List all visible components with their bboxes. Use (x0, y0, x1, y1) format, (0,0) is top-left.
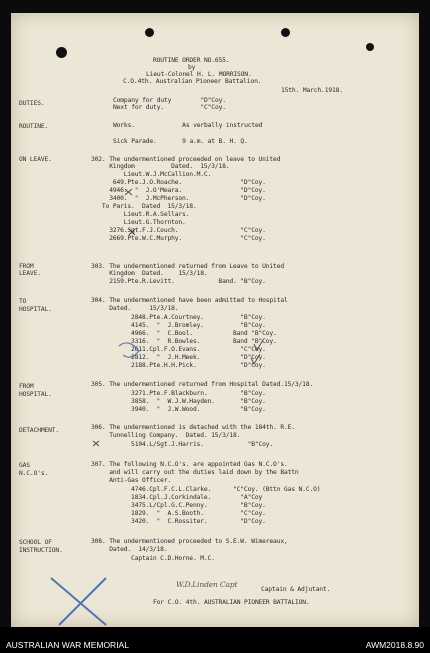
document-page (11, 13, 419, 627)
text-line: 649.Pte.J.O.Roache. "D"Coy. (91, 179, 266, 186)
text-line: 3400. " J.McPherson. "D"Coy. (91, 195, 266, 202)
text-line: Next for duty. "C"Coy. (113, 104, 226, 111)
signature-title: Captain & Adjutant. (261, 586, 331, 593)
punch-hole (56, 47, 67, 58)
text-line: Kingdom Dated. 15/3/18. (91, 270, 208, 277)
text-line: 2669.Pte.W.C.Murphy. "C"Coy. (91, 235, 266, 242)
section-label-on-leave: ON LEAVE. (19, 156, 52, 163)
section-label-school-2: INSTRUCTION. (19, 547, 63, 554)
order-unit: C.O.4th. Australian Pioneer Battalion. (123, 78, 262, 85)
text-line: 4966. " C.Bool. Band "B"Coy. (91, 330, 277, 337)
section-label-gas-2: N.C.O's. (19, 470, 49, 477)
text-line: 2611.Cpl.F.O.Evans. "C"Coy. (91, 346, 266, 353)
text-line: 303. The undermentioned returned from Leave to United (91, 263, 284, 270)
order-title: ROUTINE ORDER NO.655. (153, 57, 230, 64)
text-line: To Paris. Dated 15/3/18. (91, 203, 197, 210)
section-label-to-hospital-2: HOSPITAL. (19, 306, 52, 313)
text-line: Dated. 14/3/18. (91, 546, 168, 553)
text-line: 3316. " R.Bowles. Band "B"Coy. (91, 338, 277, 345)
text-line: 304. The undermentioned have been admitted to Hospital (91, 297, 288, 304)
section-label-from-hospital: FROM (19, 383, 34, 390)
section-label-from-hospital-2: HOSPITAL. (19, 391, 52, 398)
text-line: 3858. " W.J.W.Hayden. "B"Coy. (91, 398, 266, 405)
order-officer: Lieut-Colonel H. L. MORRISON. (146, 71, 252, 78)
footer-institution: AUSTRALIAN WAR MEMORIAL (6, 640, 129, 650)
text-line: Lieut.R.A.Sellars. (91, 211, 190, 218)
footer-catalog-id: AWM2018.8.90 (365, 640, 424, 650)
text-line: 3475.L/Cpl.G.C.Penny. "B"Coy. (91, 502, 266, 509)
section-label-school: SCHOOL OF (19, 539, 52, 546)
text-line: 3276.Sgt.F.J.Couch. "C"Coy. (91, 227, 266, 234)
order-by: by (188, 64, 196, 71)
text-line: Works. As verbally instructed (113, 122, 263, 129)
order-date: 15th. March.1918. (281, 87, 343, 94)
text-line: 5104.L/Sgt.J.Harris. "B"Coy. (91, 441, 274, 448)
text-line: 302. The undermentioned proceeded on leave to United (91, 156, 281, 163)
text-line: 305. The undermentioned returned from Hospital Dated.15/3/18. (91, 381, 314, 388)
text-line: 4746.Cpl.F.C.L.Clarke. "C"Coy. (Bttn Gas N.C.O) (91, 486, 321, 493)
section-label-gas: GAS (19, 462, 30, 469)
text-line: 1829. " A.S.Booth. "C"Coy. (91, 510, 266, 517)
text-line: Lieut.W.J.McCallion.M.C. (91, 171, 212, 178)
text-line: 3271.Pte.F.Blackburn. "B"Coy. (91, 390, 266, 397)
section-label-duties: DUTIES. (19, 100, 45, 107)
text-line: Kingdom Dated. 15/3/18. (91, 163, 230, 170)
text-line: 3420. " C.Rossiter. "D"Coy. (91, 518, 266, 525)
text-line: 4145. " J.Bromley. "B"Coy. (91, 322, 266, 329)
text-line: Dated. 15/3/18. (91, 305, 179, 312)
text-line: and will carry out the duties laid down by the Battn (91, 469, 299, 476)
punch-hole (366, 43, 374, 51)
blue-cross-mark (51, 578, 106, 625)
punch-hole (281, 28, 290, 37)
section-label-to-hospital: TO (19, 298, 27, 305)
text-line: Company for duty "D"Coy. (113, 97, 226, 104)
text-line: 2812. " J.H.Meek. "D"Coy. (91, 354, 266, 361)
text-line: 3940. " J.W.Wood. "B"Coy. (91, 406, 266, 413)
text-line: 1834.Cpl.J.Corkindale. "A"Coy (91, 494, 263, 501)
text-line: 2188.Pte.H.H.Pick. "D"Coy. (91, 362, 266, 369)
signature-unit: For C.O. 4th. AUSTRALIAN PIONEER BATTALION. (153, 599, 310, 606)
text-line: Tunnelling Company. Dated. 15/3/18. (91, 432, 241, 439)
section-label-routine: ROUTINE. (19, 123, 49, 130)
text-line: 306. The undermentioned is detached with the 184th. R.E. (91, 424, 295, 431)
text-line: Anti-Gas Officer. (91, 477, 172, 484)
text-line: Captain C.D.Horne. M.C. (91, 555, 215, 562)
section-label-from-leave: FROM (19, 263, 34, 270)
punch-hole (145, 28, 154, 37)
text-line: Sick Parade. 9 a.m. at B. H. Q. (113, 138, 248, 145)
text-line: 4946. " J.O'Meara. "D"Coy. (91, 187, 266, 194)
section-label-detachment: DETACHMENT. (19, 427, 60, 434)
text-line: 307. The following N.C.O's. are appointed Gas N.C.O's. (91, 461, 288, 468)
handwritten-signature: W.D.Linden Capt (176, 580, 238, 589)
text-line: 308. The undermentioned proceeded to S.E.W. Wimereaux, (91, 538, 288, 545)
section-label-from-leave-2: LEAVE. (19, 270, 41, 277)
archive-footer (0, 627, 430, 653)
text-line: Lieut.G.Thornton. (91, 219, 186, 226)
text-line: 2848.Pte.A.Courtney. "B"Coy. (91, 314, 266, 321)
text-line: 2159.Pte.R.Levitt. Band. "B"Coy. (91, 278, 266, 285)
